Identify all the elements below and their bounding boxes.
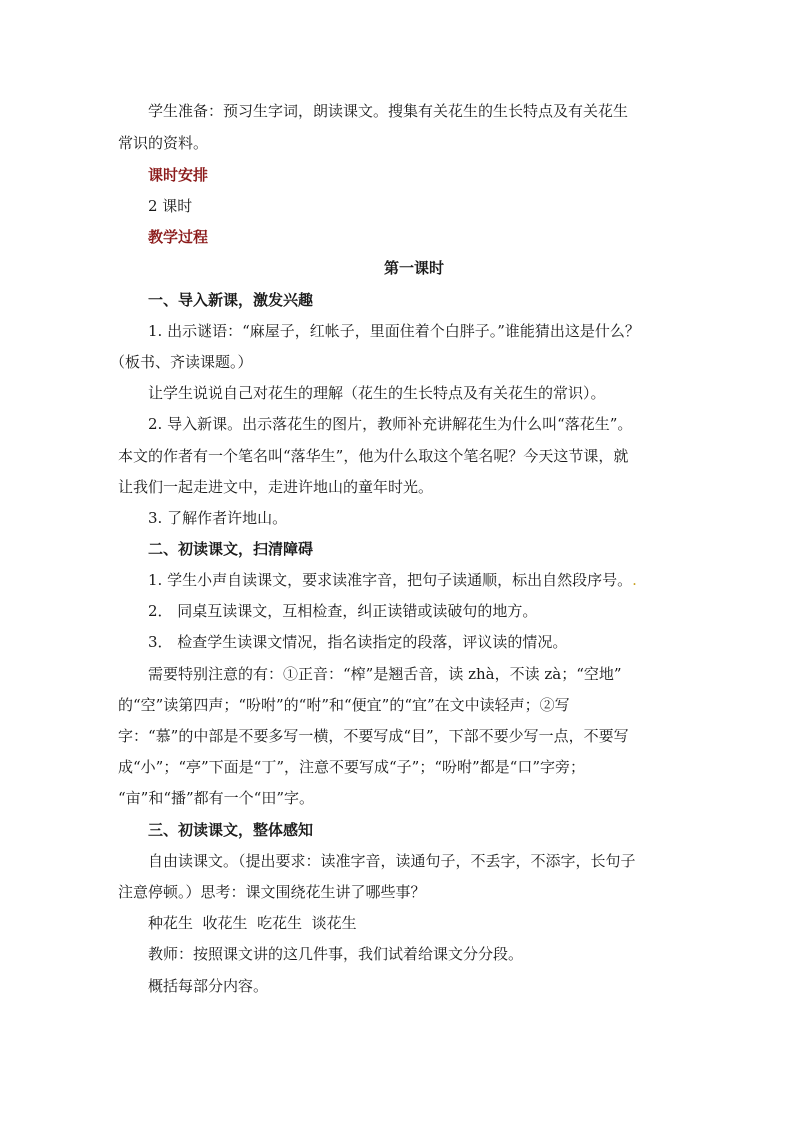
section-2-item-3: 3． 检查学生读课文情况，指名读指定的段落，评议读的情况。 — [148, 633, 568, 651]
section-3-line-3: 种花生 收花生 吃花生 谈花生 — [148, 914, 357, 932]
prep-line-1: 学生准备：预习生字词，朗读课文。搜集有关花生的生长特点及有关花生 — [148, 102, 629, 120]
section-2-note-line-3: 字：“慕”的中部是不要多写一横，不要写成“目”，下部不要少写一点，不要写 — [118, 727, 629, 745]
schedule-value: 2 课时 — [148, 197, 193, 215]
prep-line-2: 常识的资料。 — [118, 134, 209, 152]
section-1-item-2-line-3: 让我们一起走进文中，走进许地山的童年时光。 — [118, 478, 434, 496]
section-3-line-1: 自由读课文。（提出要求：读准字音，读通句子，不丢字，不添字，长句子 — [148, 852, 636, 870]
section-3-line-4: 教师：按照课文讲的这几件事，我们试着给课文分分段。 — [148, 945, 524, 963]
section-2-item-1 — [148, 570, 637, 590]
section-1-item-1-line-1: 1. 出示谜语：“麻屋子，红帐子，里面住着个白胖子。”谁能猜出这是什么？ — [148, 322, 640, 340]
section-2-note-line-2: 的“空”读第四声；“吩咐”的“咐”和“便宜”的“宜”在文中读轻声；②写 — [118, 696, 570, 714]
section-3-line-2: 注意停顿。）思考：课文围绕花生讲了哪些事？ — [118, 883, 426, 901]
lesson-title: 第一课时 — [383, 259, 444, 277]
process-heading: 教学过程 — [148, 228, 209, 246]
section-1-item-1-line-3: 让学生说说自己对花生的理解（花生的生长特点及有关花生的常识）。 — [148, 384, 606, 402]
section-2-item-1-text: 1. 学生小声自读课文，要求读准字音，把句子读通顺，标出自然段序号。 — [148, 571, 633, 589]
section-1-item-2-line-2: 本文的作者有一个笔名叫“落华生”，他为什么取这个笔名呢？今天这节课，就 — [118, 447, 629, 465]
section-3-line-5: 概括每部分内容。 — [148, 977, 269, 995]
section-2-note-line-5: “亩”和“播”都有一个“田”字。 — [118, 789, 315, 807]
section-2-title: 二、初读课文，扫清障碍 — [148, 540, 314, 558]
section-2-item-2: 2． 同桌互读课文，互相检查，纠正读错或读破句的地方。 — [148, 602, 538, 620]
section-2-note-line-1: 需要特别注意的有：①正音：“榨”是翘舌音，读 zhà，不读 zà；“空地” — [148, 665, 622, 683]
stray-mark: . — [632, 571, 637, 589]
schedule-heading: 课时安排 — [148, 166, 209, 184]
section-1-item-1-line-2: （板书、齐读课题。） — [110, 353, 253, 371]
section-1-item-2-line-1: 2. 导入新课。出示落花生的图片，教师补充讲解花生为什么叫“落花生”。 — [148, 415, 633, 433]
section-3-title: 三、初读课文，整体感知 — [148, 821, 314, 839]
section-1-item-3: 3. 了解作者许地山。 — [148, 509, 288, 527]
section-2-note-line-4: 成“小”；“亭”下面是“丁”，注意不要写成“子”；“吩咐”都是“口”字旁； — [118, 758, 586, 776]
section-1-title: 一、导入新课，激发兴趣 — [148, 291, 314, 309]
